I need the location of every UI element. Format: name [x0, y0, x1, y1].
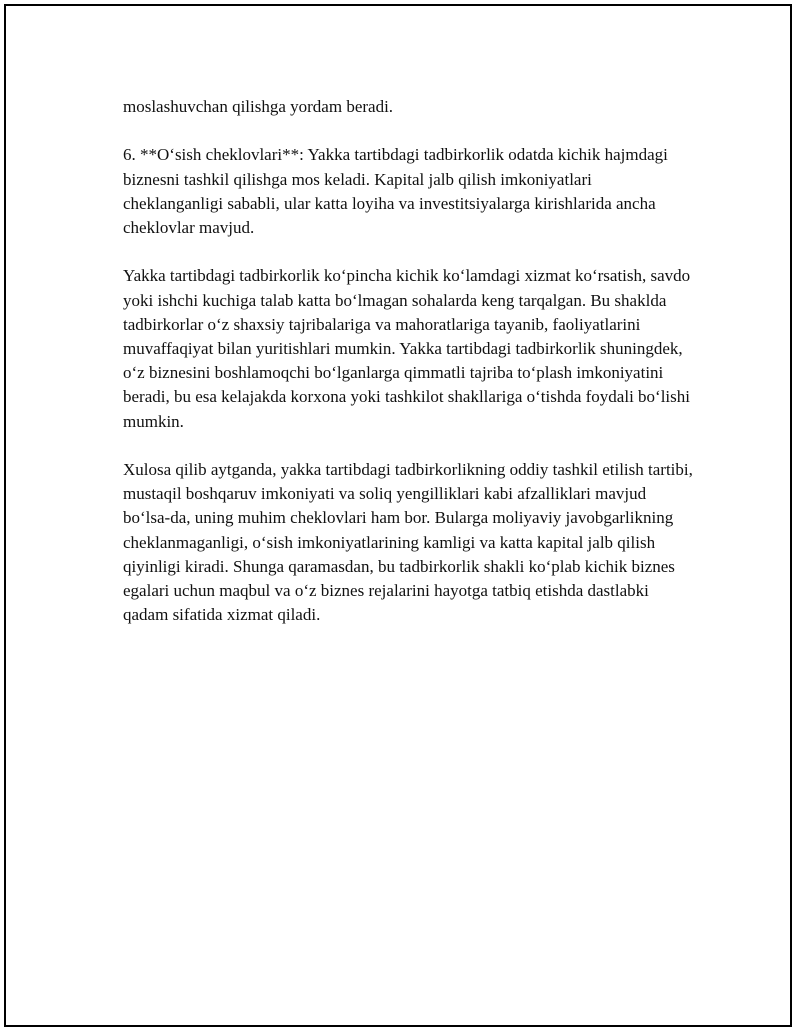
paragraph-conclusion: Xulosa qilib aytganda, yakka tartibdagi tadbirkorlikning oddiy tashkil etilish tartibi, mustaqil boshqaruv imkoniyati va soliq yengilliklari kabi afzalliklari mavjud bo‘lsa-da, uning muhim cheklovlari ham bor. Bularga moliyaviy javobgarlikning cheklanmaganligi, o‘sish imkoniyatlarining kamligi va katta kapital jalb qilish qiyinligi kiradi. Shunga qaramasdan, bu tadbirkorlik shakli ko‘plab kichik biznes egalari uchun maqbul va o‘z biznes rejalarini hayotga tatbiq etishda dastlabki qadam sifatida xizmat qiladi. — [123, 460, 693, 625]
paragraph-continuation: moslashuvchan qilishga yordam beradi. — [123, 97, 394, 116]
paragraph-growth-limits: 6. **O‘sish cheklovlari**: Yakka tartibdagi tadbirkorlik odatda kichik hajmdagi biznesni tashkil qilishga mos keladi. Kapital jalb qilish imkoniyatlari cheklanganligi sababli, ular katta loyiha va investitsiyalarga kirishlarida ancha cheklovlar mavjud. — [123, 145, 668, 237]
paragraph-common-sectors: Yakka tartibdagi tadbirkorlik ko‘pincha kichik ko‘lamdagi xizmat ko‘rsatish, savdo yoki ishchi kuchiga talab katta bo‘lmagan sohalarda keng tarqalgan. Bu shaklda tadbirkorlar o‘z shaxsiy tajribalariga va mahoratlariga tayanib, faoliyatlarini muvaffaqiyat bilan yuritishlari mumkin. Yakka tartibdagi tadbirkorlik shuningdek, o‘z biznesini boshlamoqchi bo‘lganlarga qimmatli tajriba to‘plash imkoniyatini beradi, bu esa kelajakda korxona yoki tashkilot shakllariga o‘tishda foydali bo‘lishi mumkin. — [123, 266, 691, 431]
document-body — [123, 95, 695, 652]
page-frame — [4, 4, 792, 1027]
